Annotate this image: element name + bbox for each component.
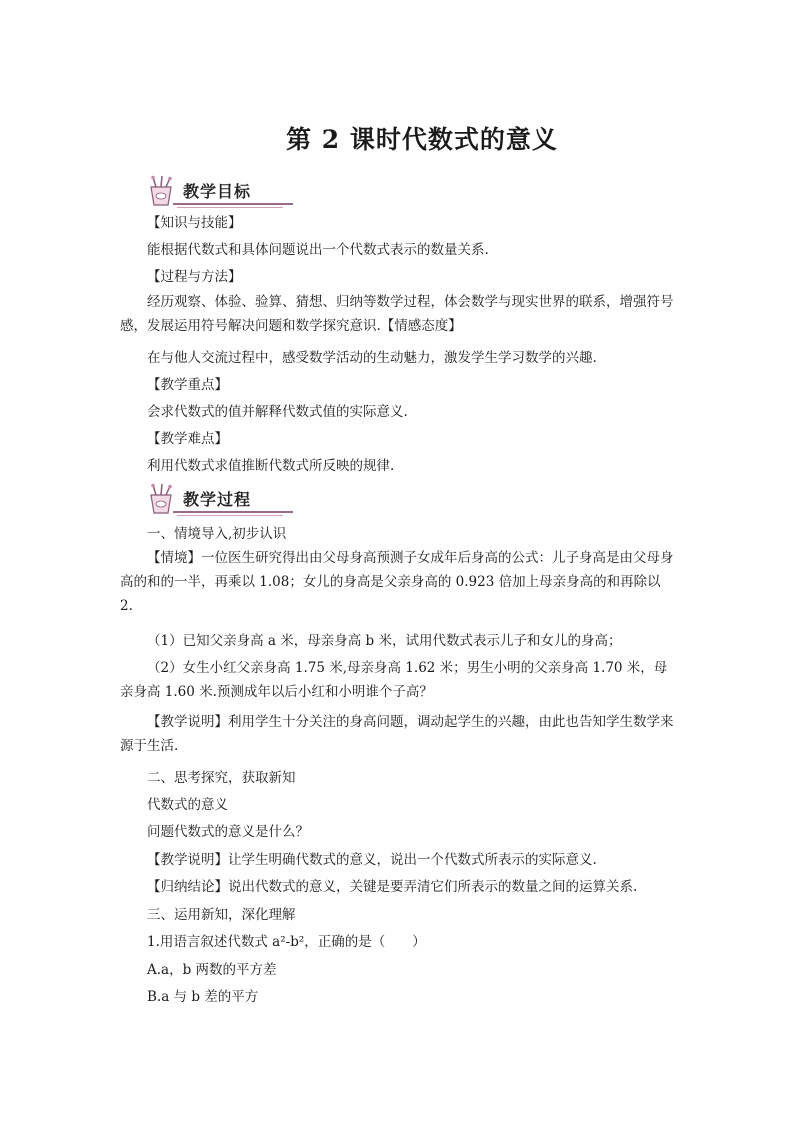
banner-underline bbox=[173, 203, 293, 205]
banner-underline bbox=[173, 511, 293, 513]
text-key-points: 会求代数式的值并解释代数式值的实际意义. bbox=[147, 404, 408, 420]
text-exercise-1: 1.用语言叙述代数式 a²-b²，正确的是（ ） bbox=[147, 934, 426, 950]
heading-situation-intro: 一、情境导入,初步认识 bbox=[147, 526, 287, 542]
text-conclusion: 【归纳结论】说出代数式的意义，关键是要弄清它们所表示的数量之间的运算关系. bbox=[147, 879, 638, 895]
text-question-1: （1）已知父亲身高 a 米，母亲身高 b 米，试用代数式表示儿子和女儿的身高； bbox=[147, 633, 622, 649]
option-b: B.a 与 b 差的平方 bbox=[147, 989, 259, 1005]
option-a: A.a，b 两数的平方差 bbox=[147, 962, 277, 978]
text-attitude: 在与他人交流过程中，感受数学活动的生动魅力，激发学生学习数学的兴趣. bbox=[147, 350, 597, 366]
heading-apply: 三、运用新知，深化理解 bbox=[147, 907, 296, 923]
heading-difficult-points: 【教学难点】 bbox=[147, 431, 228, 447]
page-title: 第 2 课时代数式的意义 bbox=[286, 125, 558, 154]
text-meaning: 代数式的意义 bbox=[147, 797, 228, 813]
section-banner-objectives bbox=[143, 175, 293, 207]
text-teaching-note-2: 【教学说明】让学生明确代数式的意义，说出一个代数式所表示的实际意义. bbox=[147, 852, 597, 868]
heading-knowledge: 【知识与技能】 bbox=[147, 215, 242, 231]
heading-explore: 二、思考探究，获取新知 bbox=[147, 770, 296, 786]
section-title-process: 教学过程 bbox=[183, 490, 252, 509]
text-teaching-note-1: 【教学说明】利用学生十分关注的身高问题，调动起学生的兴趣，由此也告知学生数学来源于生活. bbox=[120, 714, 674, 754]
text-problem: 问题代数式的意义是什么？ bbox=[147, 824, 309, 840]
text-method: 经历观察、体验、验算、猜想、归纳等数学过程，体会数学与现实世界的联系，增强符号感，发展运用符号解决问题和数学探究意识.【情感态度】 bbox=[120, 294, 674, 334]
text-difficult-points: 利用代数式求值推断代数式所反映的规律. bbox=[147, 458, 395, 474]
text-knowledge: 能根据代数式和具体问题说出一个代数式表示的数量关系. bbox=[147, 242, 489, 258]
banner-underline-secondary bbox=[177, 207, 283, 208]
section-banner-process bbox=[143, 483, 293, 515]
heading-method: 【过程与方法】 bbox=[147, 269, 242, 285]
section-title-objectives: 教学目标 bbox=[183, 182, 252, 201]
text-situation: 【情境】一位医生研究得出由父母身高预测子女成年后身高的公式：儿子身高是由父母身高的和的一半，再乘以 1.08；女儿的身高是父亲身高的 0.923 倍加上母亲身高的和再除以 2. bbox=[120, 550, 674, 614]
text-question-2: （2）女生小红父亲身高 1.75 米,母亲身高 1.62 米；男生小明的父亲身高 1.70 米，母亲身高 1.60 米.预测成年以后小红和小明谁个子高？ bbox=[120, 660, 668, 700]
heading-key-points: 【教学重点】 bbox=[147, 377, 228, 393]
banner-underline-secondary bbox=[177, 515, 283, 516]
